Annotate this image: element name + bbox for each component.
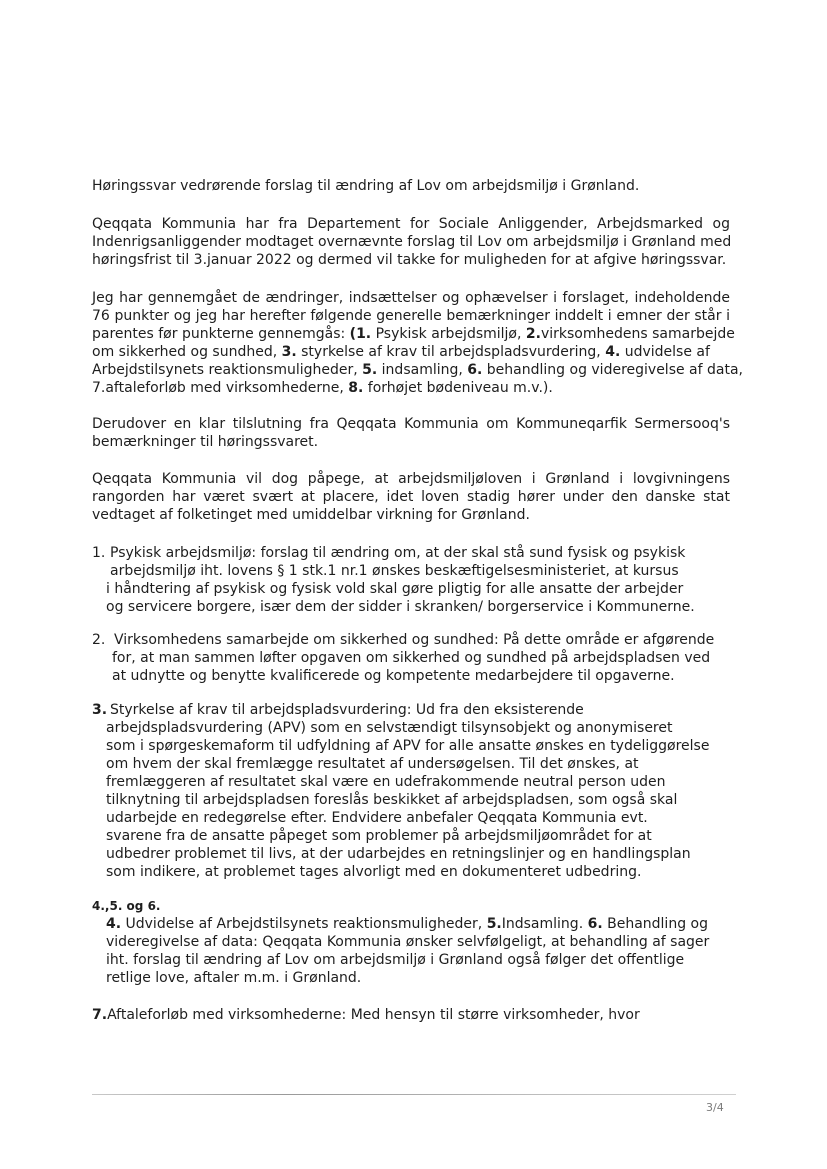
item456-line4: retlige love, aftaler m.m. i Grønland. <box>106 970 362 986</box>
item2-number: 2. <box>92 632 106 648</box>
para2-line2: 76 punkter og jeg har herefter følgende generelle bemærkninger inddelt i emner der står i <box>92 308 730 324</box>
item456-t4: Udvidelse af Arbejdstilsynets reaktionsmuligheder, <box>125 916 483 932</box>
item456-b5: 5. <box>486 916 502 932</box>
item456-t6: Behandling og <box>607 916 708 932</box>
para2-p3: 3. <box>281 344 297 360</box>
para1-line3: høringsfrist til 3.januar 2022 og dermed vil takke for muligheden for at afgive høringssvar. <box>92 252 727 268</box>
para2-reaction: Arbejdstilsynets reaktionsmuligheder, <box>92 362 358 378</box>
page-number: 3/4 <box>706 1101 724 1114</box>
para2-p5-text: indsamling, <box>381 362 463 378</box>
para2-p6-text: behandling og videregivelse af data, <box>486 362 744 378</box>
para2-p4: 4. <box>605 344 621 360</box>
item1-line2: arbejdsmiljø iht. lovens § 1 stk.1 nr.1 ønskes beskæftigelsesministeriet, at kursus <box>110 563 679 579</box>
item3-line9: udbedrer problemet til livs, at der udarbejdes en retningslinjer og en handlingsplan <box>106 846 691 862</box>
item3-line10: som indikere, at problemet tages alvorligt med en dokumenteret udbedring. <box>106 864 642 880</box>
para3-line1: Derudover en klar tilslutning fra Qeqqata Kommunia om Kommuneqarfik Sermersooq's <box>92 416 730 432</box>
para2-p8: 8. <box>348 380 364 396</box>
item1-line3: i håndtering af psykisk og fysisk vold skal gøre pligtig for alle ansatte der arbejder <box>106 581 684 597</box>
item3-number-text: 3. <box>92 702 108 718</box>
para2-agreement: 7.aftaleforløb med virksomhederne, <box>92 380 344 396</box>
item1-number: 1. <box>92 545 106 561</box>
item1-line1: Psykisk arbejdsmiljø: forslag til ændring om, at der skal stå sund fysisk og psykisk <box>110 545 686 561</box>
document-title: Høringssvar vedrørende forslag til ændring af Lov om arbejdsmiljø i Grønland. <box>92 178 640 194</box>
item2-line2: for, at man sammen løfter opgaven om sikkerhed og sundhed på arbejdspladsen ved <box>112 650 711 666</box>
para2-intro: parentes før punkterne gennemgås: <box>92 326 346 342</box>
para2-line1: Jeg har gennemgået de ændringer, indsættelser og ophævelser i forslaget, indeholdende <box>92 290 730 306</box>
item7-line1 <box>92 1006 640 1024</box>
para3-line2: bemærkninger til høringssvaret. <box>92 434 319 450</box>
para2-p4-text: udvidelse af <box>624 344 710 360</box>
item3-line4: om hvem der skal fremlægge resultatet af undersøgelsen. Til det ønskes, at <box>106 756 639 772</box>
para2-p1-text: Psykisk arbejdsmiljø, <box>375 326 522 342</box>
para2-line3 <box>92 325 735 343</box>
para2-line6 <box>92 379 553 397</box>
item456-line2: videregivelse af data: Qeqqata Kommunia ønsker selvfølgeligt, at behandling af sager <box>106 934 710 950</box>
item456-line1 <box>106 915 708 933</box>
footer-rule <box>92 1094 736 1095</box>
item1-line4: og servicere borgere, især dem der sidder i skranken/ borgerservice i Kommunerne. <box>106 599 695 615</box>
para1-line2: Indenrigsanliggender modtaget overnævnte forslag til Lov om arbejdsmiljø i Grønland med <box>92 234 732 250</box>
item3-line2: arbejdspladsvurdering (APV) som en selvstændigt tilsynsobjekt og anonymiseret <box>106 720 673 736</box>
item3-line1: Styrkelse af krav til arbejdspladsvurdering: Ud fra den eksisterende <box>110 702 584 718</box>
para1-line1: Qeqqata Kommunia har fra Departement for Sociale Anliggender, Arbejdsmarked og <box>92 216 730 232</box>
para2-line4 <box>92 343 710 361</box>
para2-p1: (1. <box>349 326 372 342</box>
item456-heading: 4.,5. og 6. <box>92 899 161 913</box>
para2-p5: 5. <box>362 362 378 378</box>
item2-line1: Virksomhedens samarbejde om sikkerhed og sundhed: På dette område er afgørende <box>114 632 715 648</box>
item456-line3: iht. forslag til ændring af Lov om arbejdsmiljø i Grønland også følger det offentlige <box>106 952 685 968</box>
item456-b4: 4. <box>106 916 122 932</box>
item456-t5: Indsamling. <box>501 916 584 932</box>
item456-b6: 6. <box>587 916 603 932</box>
item3-line5: fremlæggeren af resultatet skal være en udefrakommende neutral person uden <box>106 774 666 790</box>
item7-number: 7. <box>92 1007 108 1023</box>
para2-p2-text: virksomhedens samarbejde <box>540 326 735 342</box>
item3-line7: udarbejde en redegørelse efter. Endvidere anbefaler Qeqqata Kommunia evt. <box>106 810 648 826</box>
item2-line3: at udnytte og benytte kvalificerede og kompetente medarbejdere til opgaverne. <box>112 668 675 684</box>
para2-p3-text: styrkelse af krav til arbejdspladsvurdering, <box>301 344 601 360</box>
para4-line3: vedtaget af folketinget med umiddelbar virkning for Grønland. <box>92 507 530 523</box>
para4-line1: Qeqqata Kommunia vil dog påpege, at arbejdsmiljøloven i Grønland i lovgivningens <box>92 471 730 487</box>
para2-line5 <box>92 361 743 379</box>
para2-safety: om sikkerhed og sundhed, <box>92 344 278 360</box>
para2-p2: 2. <box>525 326 541 342</box>
para4-line2: rangorden har været svært at placere, idet loven stadig hører under den danske stat <box>92 489 730 505</box>
item3-line3: som i spørgeskemaform til udfyldning af APV for alle ansatte ønskes en tydeliggørelse <box>106 738 710 754</box>
item3-line8: svarene fra de ansatte påpeget som problemer på arbejdsmiljøområdet for at <box>106 828 652 844</box>
item7-text: Aftaleforløb med virksomhederne: Med hensyn til større virksomheder, hvor <box>107 1007 640 1023</box>
para2-p8-text: forhøjet bødeniveau m.v.). <box>367 380 553 396</box>
item3-line6: tilknytning til arbejdspladsen foreslås beskikket af arbejdspladsen, som også skal <box>106 792 678 808</box>
para2-p6: 6. <box>467 362 483 378</box>
item3-number <box>92 701 107 719</box>
